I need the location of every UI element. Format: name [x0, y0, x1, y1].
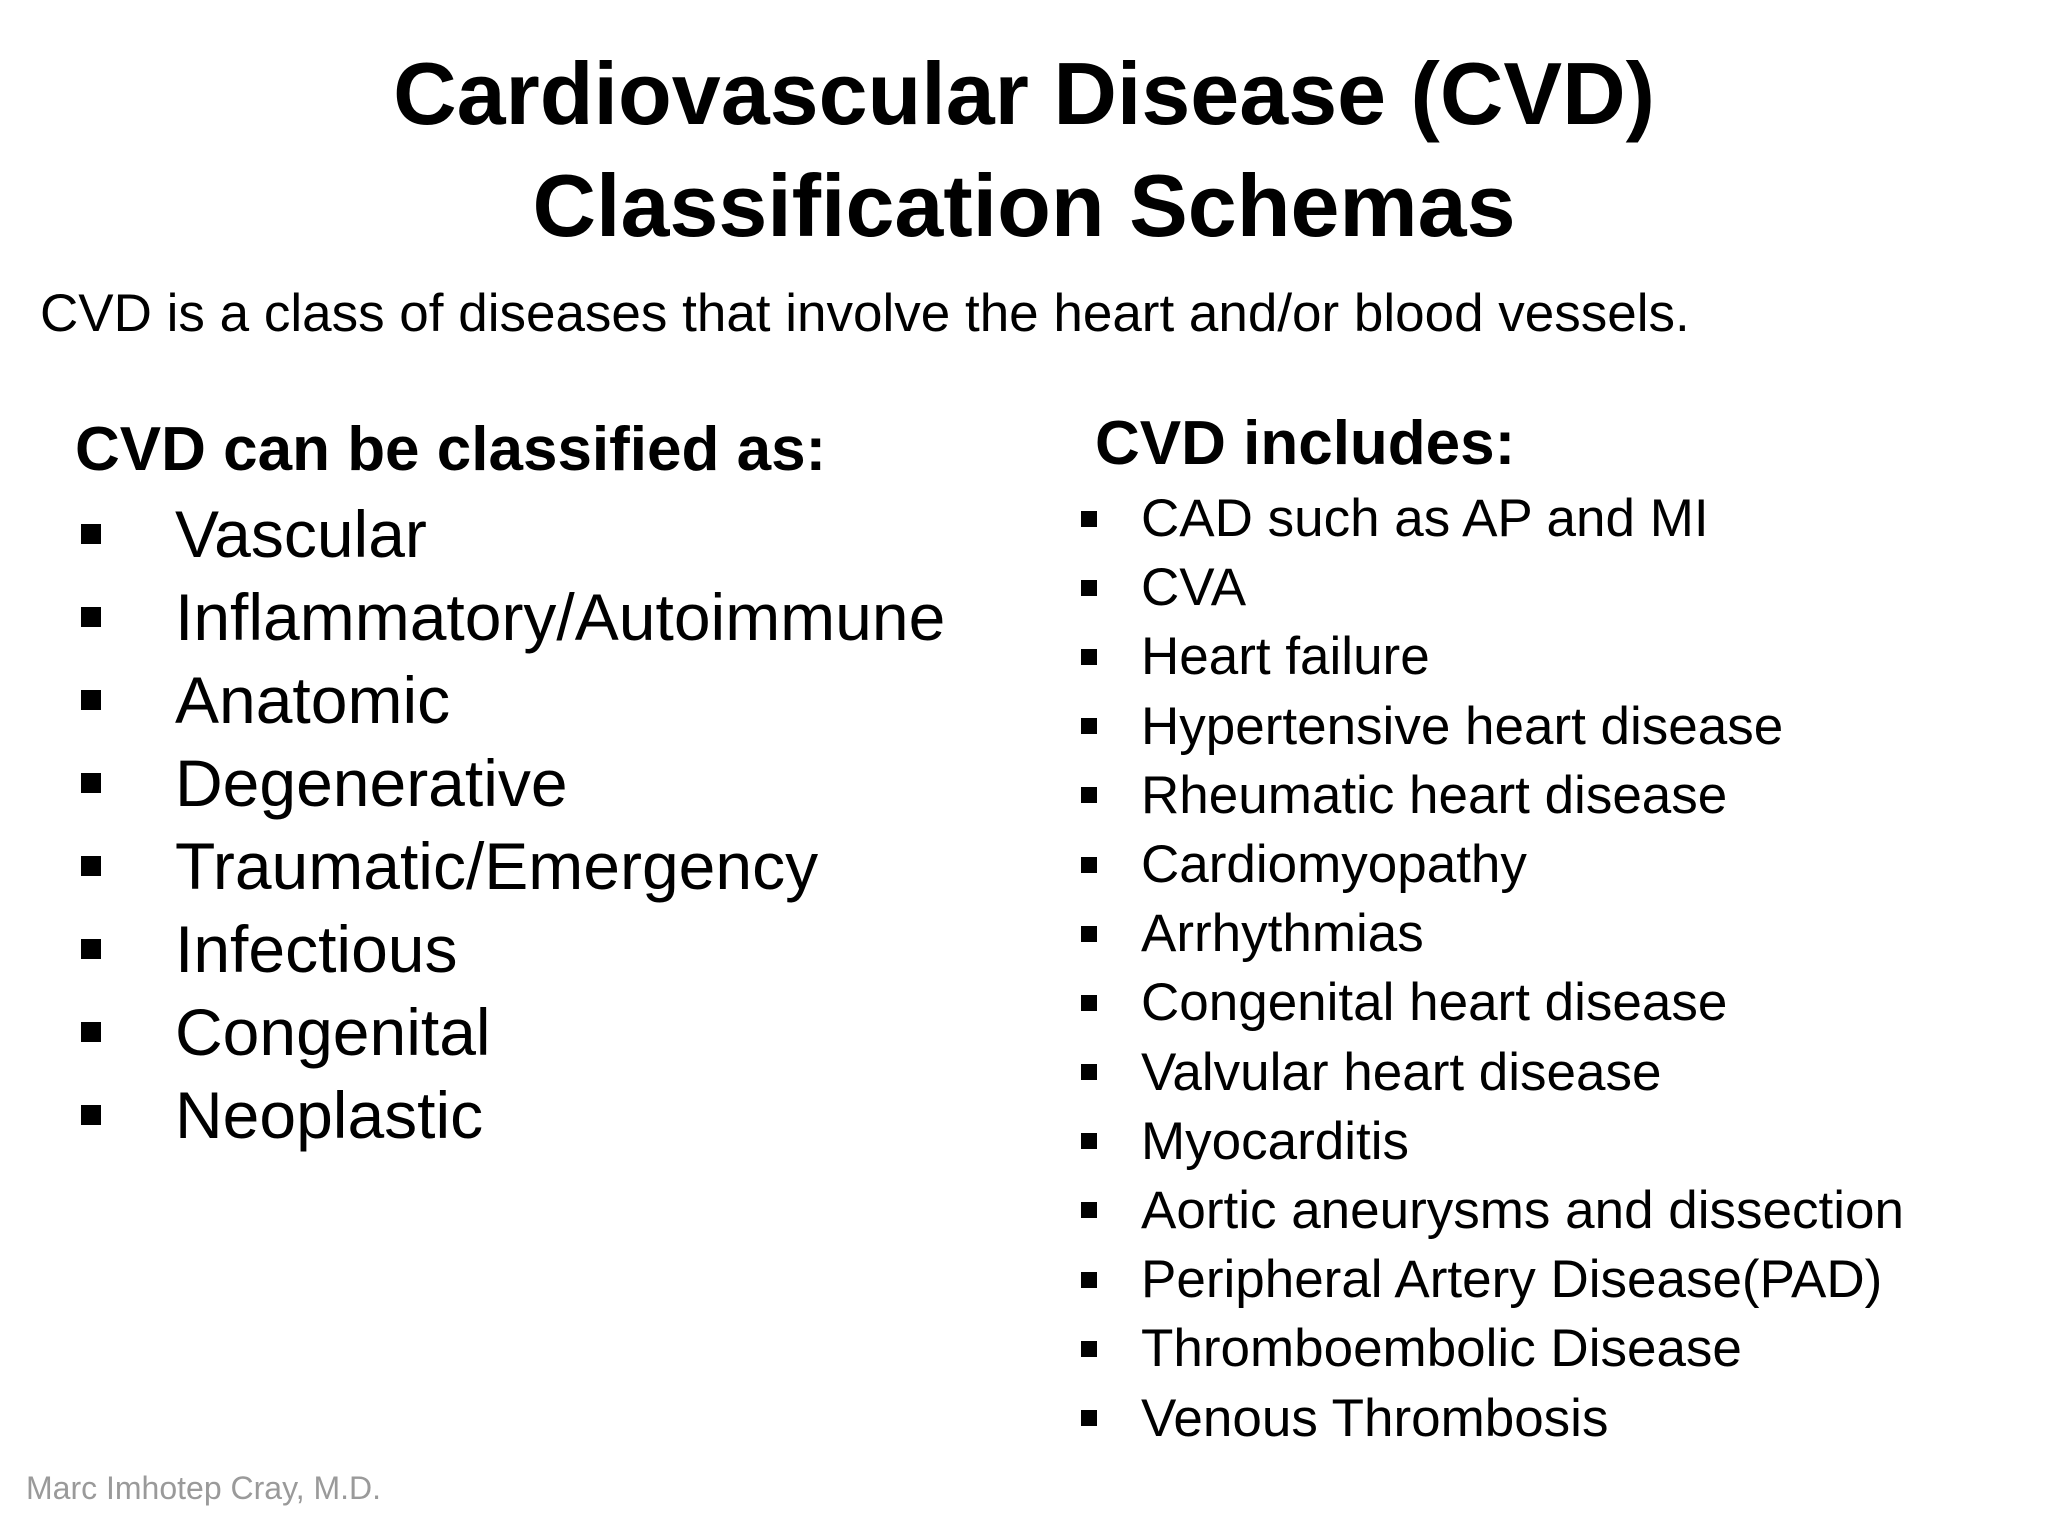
list-item	[1075, 899, 2035, 968]
square-bullet-icon	[1075, 1410, 1141, 1426]
list-item-label: Neoplastic	[175, 1077, 484, 1152]
list-item	[1075, 1314, 2035, 1383]
list-item	[75, 1073, 1035, 1156]
square-bullet-icon	[75, 607, 175, 627]
square-bullet-icon	[75, 939, 175, 959]
list-item-label: CVA	[1141, 558, 1247, 618]
square-bullet-icon	[1075, 1272, 1141, 1288]
list-item-label: Valvular heart disease	[1141, 1042, 1662, 1102]
square-bullet-icon	[1075, 787, 1141, 803]
list-item-label: Infectious	[175, 911, 458, 986]
list-item-label: Heart failure	[1141, 627, 1430, 687]
list-item	[75, 990, 1035, 1073]
square-bullet-icon	[1075, 580, 1141, 596]
list-item-label: Cardiomyopathy	[1141, 835, 1527, 895]
list-item	[1075, 484, 2035, 553]
author-credit: Marc Imhotep Cray, M.D.	[26, 1470, 382, 1506]
list-item-label: Congenital	[175, 994, 491, 1069]
square-bullet-icon	[1075, 1133, 1141, 1149]
square-bullet-icon	[75, 856, 175, 876]
list-item-label: Rheumatic heart disease	[1141, 765, 1728, 825]
includes-heading: CVD includes:	[1095, 409, 1516, 478]
square-bullet-icon	[1075, 649, 1141, 665]
list-item-label: Traumatic/Emergency	[175, 828, 819, 903]
square-bullet-icon	[1075, 511, 1141, 527]
list-item	[75, 907, 1035, 990]
list-item-label: Hypertensive heart disease	[1141, 696, 1784, 756]
includes-column	[1075, 404, 2035, 1453]
list-item	[1075, 1383, 2035, 1452]
list-item-label: Aortic aneurysms and dissection	[1141, 1180, 1904, 1240]
list-item-label: Thromboembolic Disease	[1141, 1319, 1742, 1379]
list-item-label: Vascular	[175, 496, 427, 571]
list-item	[75, 575, 1035, 658]
includes-list	[1075, 484, 2035, 1453]
square-bullet-icon	[75, 1105, 175, 1125]
list-item	[1075, 830, 2035, 899]
list-item	[1075, 1245, 2035, 1314]
title-line-1: Cardiovascular Disease (CVD)	[393, 44, 1655, 143]
square-bullet-icon	[1075, 718, 1141, 734]
square-bullet-icon	[1075, 926, 1141, 942]
square-bullet-icon	[1075, 995, 1141, 1011]
list-item-label: Venous Thrombosis	[1141, 1388, 1609, 1448]
list-item-label: CAD such as AP and MI	[1141, 489, 1709, 549]
list-item	[1075, 1038, 2035, 1107]
list-item	[1075, 1176, 2035, 1245]
list-item-label: Myocarditis	[1141, 1111, 1410, 1171]
square-bullet-icon	[75, 690, 175, 710]
list-item-label: Congenital heart disease	[1141, 973, 1728, 1033]
square-bullet-icon	[1075, 1064, 1141, 1080]
list-item	[1075, 692, 2035, 761]
square-bullet-icon	[1075, 1341, 1141, 1357]
title-line-2: Classification Schemas	[532, 156, 1516, 255]
list-item	[1075, 968, 2035, 1037]
square-bullet-icon	[75, 773, 175, 793]
square-bullet-icon	[1075, 857, 1141, 873]
list-item	[75, 492, 1035, 575]
list-item	[1075, 553, 2035, 622]
classification-heading: CVD can be classified as:	[75, 415, 827, 484]
list-item-label: Inflammatory/Autoimmune	[175, 579, 946, 654]
classification-list	[75, 492, 1035, 1156]
list-item-label: Degenerative	[175, 745, 568, 820]
list-item	[1075, 1107, 2035, 1176]
square-bullet-icon	[75, 524, 175, 544]
list-item-label: Peripheral Artery Disease(PAD)	[1141, 1250, 1883, 1310]
list-item-label: Arrhythmias	[1141, 904, 1424, 964]
list-item	[75, 741, 1035, 824]
list-item	[1075, 622, 2035, 691]
list-item	[1075, 761, 2035, 830]
slide-title	[0, 38, 2048, 262]
list-item	[75, 824, 1035, 907]
list-item	[75, 658, 1035, 741]
square-bullet-icon	[75, 1022, 175, 1042]
square-bullet-icon	[1075, 1202, 1141, 1218]
slide-subtitle: CVD is a class of diseases that involve the heart and/or blood vessels.	[40, 284, 1690, 343]
list-item-label: Anatomic	[175, 662, 451, 737]
classification-column	[75, 410, 1035, 1156]
